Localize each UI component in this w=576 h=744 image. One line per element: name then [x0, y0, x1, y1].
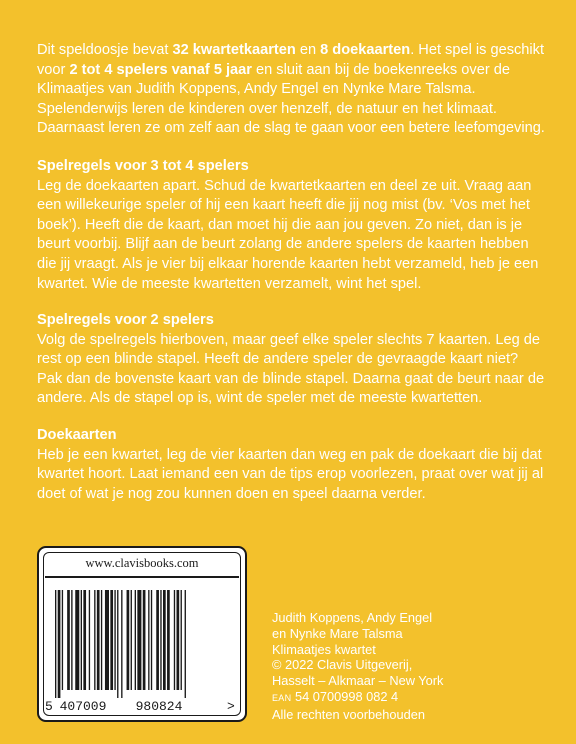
barcode-bar	[163, 590, 166, 690]
barcode-bar	[143, 590, 146, 690]
barcode-bar	[151, 590, 152, 690]
rules-2-section	[37, 311, 547, 409]
publisher-info	[272, 610, 552, 723]
barcode-bar	[185, 590, 186, 698]
rules-3-4-heading: Spelregels voor 3 tot 4 spelers	[37, 158, 249, 174]
ean-value: 54 0700998 082 4	[294, 688, 399, 704]
publisher-line: Klimaatjes kwartet	[272, 641, 376, 657]
barcode-bar	[117, 590, 118, 698]
barcode-bar	[81, 590, 82, 690]
rules-3-4-section	[37, 157, 547, 294]
rules-3-4-body: Leg de doekaarten apart. Schud de kwartetkaarten en deel ze uit. Vraag aan een willekeurige speler of hij een kaart heeft die jij nog mist (bv. ‘Vos met het boek’). Heeft die de kaart, dan moet hij die aan jou geven. Zo niet, dan is je beurt voorbij. Blijf aan de beurt zolang de andere spelers de kaarten hebben die jij vraagt. Als je vier bij elkaar horende kaarten hebt verzameld, heb je een kwartet. Wie de meeste kwartetten verzamelt, wint het spel.	[37, 177, 539, 292]
publisher-line: Alle rechten voorbehouden	[272, 706, 425, 722]
barcode-bar	[75, 590, 79, 690]
barcode-bar	[83, 590, 86, 690]
barcode-bar	[94, 590, 95, 690]
intro-text: en	[295, 42, 321, 58]
publisher-line: en Nynke Mare Talsma	[272, 625, 403, 641]
barcode-arrow: >	[227, 699, 235, 714]
intro-highlight: 2 tot 4 spelers vanaf 5 jaar	[69, 61, 252, 78]
intro-highlight: 32 kwartetkaarten	[172, 42, 296, 58]
intro-paragraph	[37, 41, 547, 139]
intro-text: . Het spel is geschikt voor	[37, 42, 545, 78]
publisher-line: Hasselt – Alkmaar – New York	[272, 673, 444, 689]
barcode-digits-left: 407009	[59, 699, 107, 714]
doekaarten-heading: Doekaarten	[37, 427, 117, 443]
rules-2-heading: Spelregels voor 2 spelers	[37, 312, 214, 328]
barcode-bar	[114, 590, 115, 690]
barcode-bar	[174, 590, 175, 690]
barcode-bar	[121, 590, 122, 698]
intro-text: en sluit aan bij de boekenreeks over de Klimaatjes van Judith Koppens, Andy Engel en Nynke Mare Talsma. Spelenderwijs leren de kinderen over henzelf, de natuur en het klimaat. Daarnaast leren ze om zelf aan de slag te gaan voor een betere leefomgeving.	[37, 61, 545, 137]
barcode-bar	[156, 590, 159, 690]
barcode-bar	[127, 590, 130, 690]
barcode-bar	[137, 590, 141, 690]
intro-highlight: 8 doekaarten	[320, 42, 411, 58]
barcode-bar	[67, 590, 70, 690]
ean-line	[272, 689, 552, 707]
doekaarten-body: Heb je een kwartet, leg de vier kaarten dan weg en pak de doekaart die bij dat kwartet hoort. Laat iemand een van de tips erop voorlezen, praat over wat jij al doet of wat je nog zou kunnen doen en speel daarna verder.	[37, 446, 544, 502]
barcode-digits-right: 980824	[135, 699, 183, 714]
publisher-line: © 2022 Clavis Uitgeverij,	[272, 657, 413, 673]
barcode-label	[37, 546, 247, 722]
barcode-bar	[101, 590, 102, 690]
barcode-divider	[45, 576, 239, 578]
barcode-bar	[181, 590, 182, 690]
ean-label: EAN	[272, 692, 292, 703]
barcode-graphic	[39, 588, 241, 716]
barcode-bar	[89, 590, 90, 690]
barcode-bar	[148, 590, 149, 690]
barcode-bar	[62, 590, 63, 690]
barcode-bar	[177, 590, 180, 690]
barcode-bar	[55, 590, 56, 698]
publisher-line: Judith Koppens, Andy Engel	[272, 610, 433, 625]
publisher-url: www.clavisbooks.com	[85, 556, 199, 570]
barcode-bar	[71, 590, 72, 690]
barcode-bar	[167, 590, 170, 690]
barcode-digit-first: 5	[45, 699, 53, 714]
intro-text: Dit speldoosje bevat	[37, 42, 173, 58]
barcode-bar	[135, 590, 136, 690]
barcode-bar	[58, 590, 61, 698]
barcode-bar	[110, 590, 113, 690]
barcode-bar	[97, 590, 100, 690]
barcode-bar	[160, 590, 161, 690]
doekaarten-section	[37, 426, 547, 504]
rules-2-body: Volg de spelregels hierboven, maar geef elke speler slechts 7 kaarten. Leg de rest op een blinde stapel. Heeft de andere speler de gevraagde kaart niet? Pak dan de bovenste kaart van de blinde stapel. Daarna gaat de beurt naar de andere. Als de stapel op is, wint de speler met de meeste kwartetten.	[37, 331, 545, 407]
barcode-bars	[55, 590, 186, 698]
barcode-bar	[105, 590, 109, 690]
barcode-bar	[131, 590, 132, 690]
